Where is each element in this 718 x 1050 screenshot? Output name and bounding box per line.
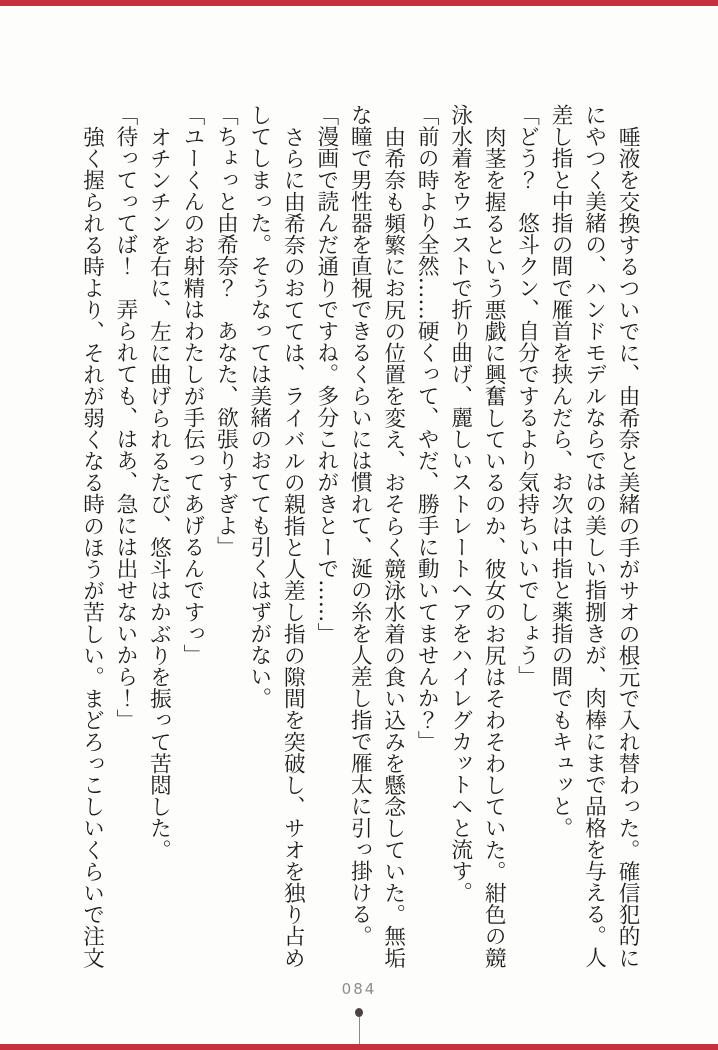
- paragraph: 「ユーくんのお射精はわたしが手伝ってあげるんですっ」: [179, 104, 205, 666]
- novel-text-block: [75, 104, 644, 970]
- paragraph: 「漫画で読んだ通りですね。多分これがきとーで……」: [313, 104, 339, 644]
- paragraph: 「待ってってば！ 弄られても、はあ、急には出せないから！」: [112, 104, 138, 731]
- page-footer: [0, 980, 718, 1050]
- paragraph: 肉茎を握るという悪戯に興奮しているのか、彼女のお尻はそわそわしていた。紺色の競泳水着をウエストで折り曲げ、麗しいストレートヘアをハイレグカットへと流す。: [447, 104, 507, 968]
- paragraph: オチンチンを右に、左に曲げられるたび、悠斗はかぶりを振って苦悶した。: [146, 125, 172, 860]
- paragraph: 「どう？ 悠斗クン、自分でするより気持ちいいでしょう」: [514, 104, 540, 688]
- paragraph: 「ちょっと由希奈？ あなた、欲張りすぎよ」: [213, 104, 239, 558]
- paragraph: さらに由希奈のおてては、ライバルの親指と人差し指の隙間を突破し、サオを独り占めしてしまった。そうなっては美緒のおてても引くはずがない。: [246, 104, 306, 968]
- paragraph: 「前の時より全然……硬くって、やだ、勝手に動いてませんか？」: [414, 104, 440, 752]
- paragraph: 強く握られる時より、それが弱くなる時のほうが苦しい。まどろっこしいくらいで注文: [79, 125, 105, 968]
- page-number: 084: [341, 980, 377, 998]
- bottom-trim-bar: [0, 1044, 718, 1050]
- footer-dot-mark: [355, 1008, 363, 1017]
- footer-line-mark: [359, 1017, 360, 1044]
- paragraph: 由希奈も頻繁にお尻の位置を変え、おそらく競泳水着の食い込みを懸念していた。無垢な瞳で男性器を直視できるくらいには慣れて、涎の糸を人差し指で雁太に引っ掛ける。: [347, 104, 406, 968]
- paragraph: 唾液を交換するついでに、由希奈と美緒の手がサオの根元で入れ替わった。確信犯的ににやつく美緒の、ハンドモデルならではの美しい指捌きが、肉棒にまで品格を与える。人差し指と中指の間で雁首を挟んだら、お次は中指と薬指の間でもキュッと。: [548, 104, 640, 968]
- top-trim-bar: [0, 0, 718, 6]
